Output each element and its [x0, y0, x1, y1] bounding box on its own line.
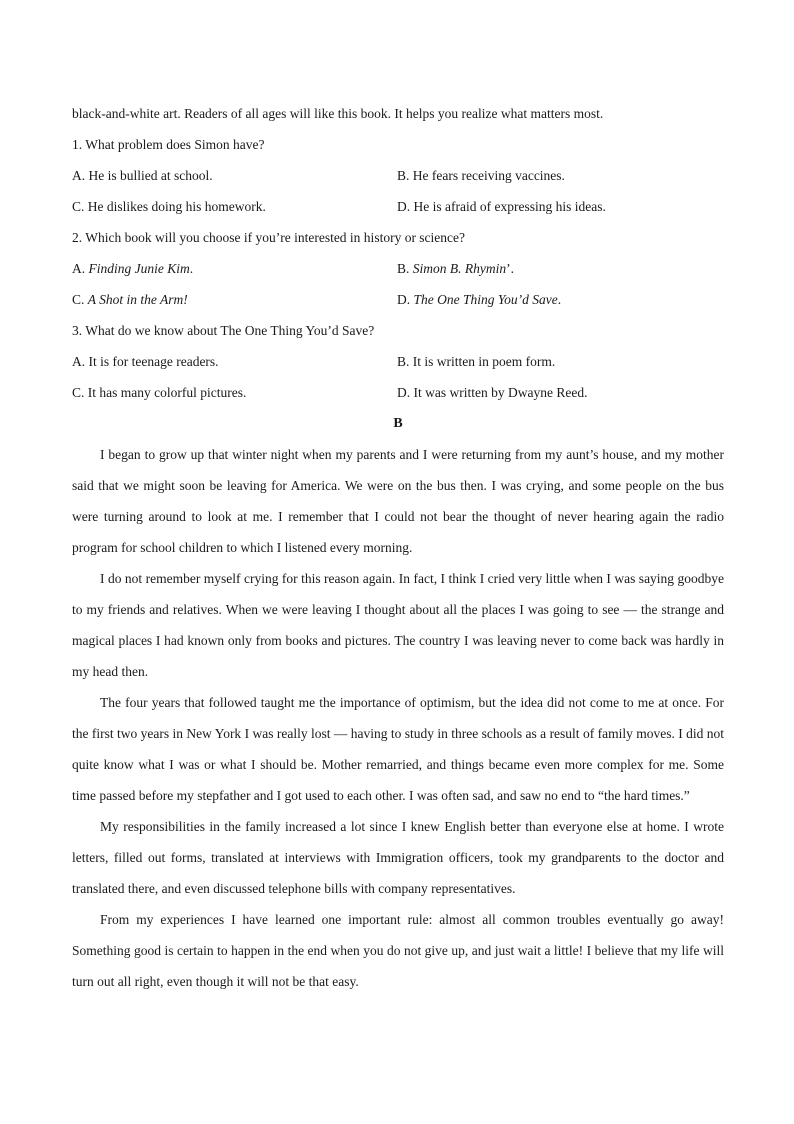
section-b-paragraph-4: My responsibilities in the family increased a lot since I knew English better than everyone else at home. I wrote letters, filled out forms, translated at interviews with Immigration officers, took my grandparents to the doctor and translated there, and even discussed telephone bills with company representatives.	[72, 819, 724, 896]
question-2-stem: 2. Which book will you choose if you’re interested in history or science?	[72, 230, 466, 245]
section-b-paragraph-1: I began to grow up that winter night when my parents and I were returning from my aunt’s house, and my mother said that we might soon be leaving for America. We were on the bus then. I was crying, and some people on the bus were turning around to look at me. I remember that I could not bear the thought of never hearing again the radio program for school children to which I listened every morning.	[72, 447, 724, 555]
question-2-option-d: D. The One Thing You’d Save.	[397, 292, 562, 307]
section-b-heading: B	[393, 416, 403, 431]
section-b-paragraph-2: I do not remember myself crying for this reason again. In fact, I think I cried very little when I was saying goodbye to my friends and relatives. When we were leaving I thought about all the places I was going to see — the strange and magical places I had known only from books and pictures. The country I was leaving never to come back was hardly in my head then.	[72, 571, 724, 679]
question-1-options-row-2	[72, 191, 724, 222]
question-1-option-c: C. He dislikes doing his homework.	[72, 199, 266, 214]
question-3-stem: 3. What do we know about The One Thing You’d Save?	[72, 323, 375, 338]
question-3-option-a: A. It is for teenage readers.	[72, 354, 219, 369]
document-page	[72, 98, 724, 997]
intro-tail-text: black-and-white art. Readers of all ages will like this book. It helps you realize what matters most.	[72, 106, 604, 121]
question-3-option-c: C. It has many colorful pictures.	[72, 385, 247, 400]
question-2-options-row-2	[72, 284, 724, 315]
question-1-option-a: A. He is bullied at school.	[72, 168, 213, 183]
question-3-option-b: B. It is written in poem form.	[397, 354, 556, 369]
section-b-paragraph-3: The four years that followed taught me the importance of optimism, but the idea did not come to me at once. For the first two years in New York I was really lost — having to study in three schools as a result of family moves. I did not quite know what I was or what I should be. Mother remarried, and things became even more complex for me. Some time passed before my stepfather and I got used to each other. I was often sad, and saw no end to “the hard times.”	[72, 695, 724, 803]
question-3-options-row-2	[72, 377, 724, 408]
question-2-option-c: C. A Shot in the Arm!	[72, 292, 188, 307]
question-1-stem: 1. What problem does Simon have?	[72, 137, 265, 152]
question-3-option-d: D. It was written by Dwayne Reed.	[397, 385, 588, 400]
question-2-option-b: B. Simon B. Rhymin’.	[397, 261, 515, 276]
question-1-option-d: D. He is afraid of expressing his ideas.	[397, 199, 606, 214]
section-b-paragraph-5: From my experiences I have learned one important rule: almost all common troubles eventually go away! Something good is certain to happen in the end when you do not give up, and just wait a little! I believe that my life will turn out all right, even though it will not be that easy.	[72, 912, 724, 989]
question-3-options-row-1	[72, 346, 724, 377]
question-1-options-row-1	[72, 160, 724, 191]
question-2-options-row-1	[72, 253, 724, 284]
question-2-option-a: A. Finding Junie Kim.	[72, 261, 194, 276]
question-1-option-b: B. He fears receiving vaccines.	[397, 168, 565, 183]
